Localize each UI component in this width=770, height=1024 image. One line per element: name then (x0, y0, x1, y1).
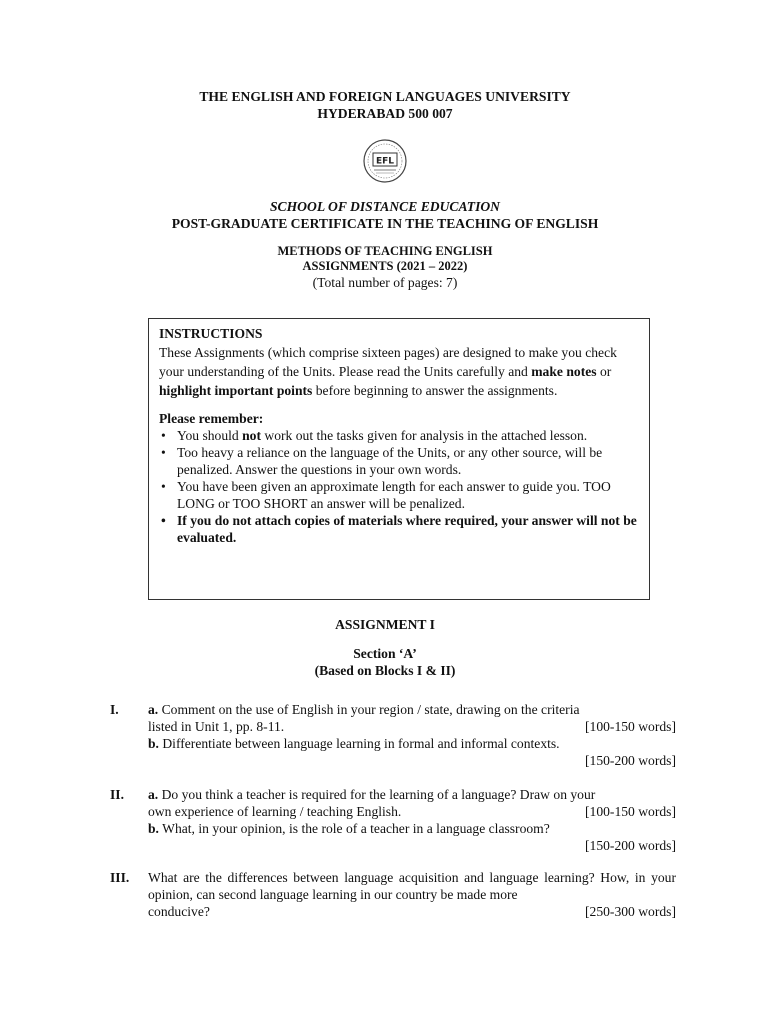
bullet-icon: • (161, 428, 166, 443)
bullet-icon: • (161, 513, 166, 528)
school-name: SCHOOL OF DISTANCE EDUCATION (269, 199, 501, 214)
b3-text: You have been given an approximate length for each answer to guide you. TOO LONG or TOO SHORT an answer will be penalized. (177, 479, 611, 511)
course-title: METHODS OF TEACHING ENGLISH (277, 244, 493, 258)
question-3-text: What are the differences between language acquisition and language learning? How, in your opinion, can second language learning in our country be made more (148, 870, 676, 902)
word-limit: [150-200 words] (585, 838, 676, 853)
part-text: listed in Unit 1, pp. 8-11. (148, 719, 285, 734)
remember-list (159, 427, 639, 546)
b4-text: If you do not attach copies of materials where required, your answer will not be evaluated. (177, 513, 637, 545)
programme-name: POST-GRADUATE CERTIFICATE IN THE TEACHING OF ENGLISH (171, 216, 599, 231)
section-based-on: (Based on Blocks I & II) (314, 663, 456, 678)
part-label: a. (148, 702, 159, 717)
list-item (159, 478, 639, 512)
bullet-icon: • (161, 445, 166, 460)
part-label: a. (148, 787, 159, 802)
list-item (159, 427, 639, 444)
intro-text-2: or (596, 364, 612, 379)
part-text: Differentiate between language learning in formal and informal contexts. (158, 736, 560, 751)
question-1a-line-2 (148, 718, 676, 735)
part-text: Do you think a teacher is required for the learning of a language? Draw on your (158, 787, 596, 802)
assignment-title: ASSIGNMENT I (335, 617, 435, 632)
question-1b-line (148, 735, 676, 752)
course-block (0, 244, 770, 291)
question-number: III. (110, 870, 130, 885)
school-block (0, 198, 770, 232)
question-2a-line-1 (148, 786, 676, 803)
intro-bold-highlight: highlight important points (159, 383, 313, 398)
word-limit: [100-150 words] (585, 719, 676, 734)
bullet-icon: • (161, 479, 166, 494)
b1-pre: You should (177, 428, 243, 443)
list-item (159, 512, 639, 546)
intro-text-3: before beginning to answer the assignments. (312, 383, 558, 398)
section-title: Section ‘A’ (353, 646, 417, 661)
question-1a-line-1 (148, 701, 676, 718)
word-limit: [150-200 words] (585, 753, 676, 768)
question-3-last-line (148, 903, 676, 920)
question-number: II. (110, 787, 124, 802)
instructions-intro (159, 343, 639, 400)
logo-text: EFL (375, 156, 395, 167)
university-header (0, 88, 770, 122)
b1-bold: not (242, 428, 261, 443)
part-label: b. (148, 736, 159, 751)
question-2a-line-2 (148, 803, 676, 820)
question-2b-line (148, 820, 676, 837)
part-text: own experience of learning / teaching English. (148, 804, 402, 819)
b2-text: Too heavy a reliance on the language of the Units, or any other source, will be penalized. Answer the questions in your own words. (177, 445, 603, 477)
question-number: I. (110, 702, 119, 717)
question-3 (110, 869, 676, 920)
question-1 (110, 701, 676, 769)
list-item (159, 444, 639, 478)
assignments-year: ASSIGNMENTS (2021 – 2022) (302, 259, 468, 273)
word-limit: [100-150 words] (585, 804, 676, 819)
university-logo-icon (362, 138, 408, 184)
section-block (0, 645, 770, 679)
question-2 (110, 786, 676, 854)
university-name: THE ENGLISH AND FOREIGN LANGUAGES UNIVERSITY (199, 89, 571, 104)
part-label: b. (148, 821, 159, 836)
university-city: HYDERABAD 500 007 (317, 106, 453, 121)
total-pages: (Total number of pages: 7) (312, 275, 458, 290)
remember-title: Please remember: (159, 411, 264, 426)
intro-text-1: These Assignments (which comprise sixteen pages) are designed to make you check your understanding of the Units. Please read the Units carefully and (159, 345, 617, 379)
part-text: What, in your opinion, is the role of a teacher in a language classroom? (158, 821, 550, 836)
part-text: conducive? (148, 904, 210, 919)
instructions-title: INSTRUCTIONS (159, 326, 263, 341)
word-limit: [250-300 words] (585, 904, 676, 919)
part-text: Comment on the use of English in your region / state, drawing on the criteria (158, 702, 580, 717)
b1-post: work out the tasks given for analysis in the attached lesson. (261, 428, 588, 443)
instructions-box (148, 318, 650, 600)
intro-bold-make-notes: make notes (531, 364, 597, 379)
